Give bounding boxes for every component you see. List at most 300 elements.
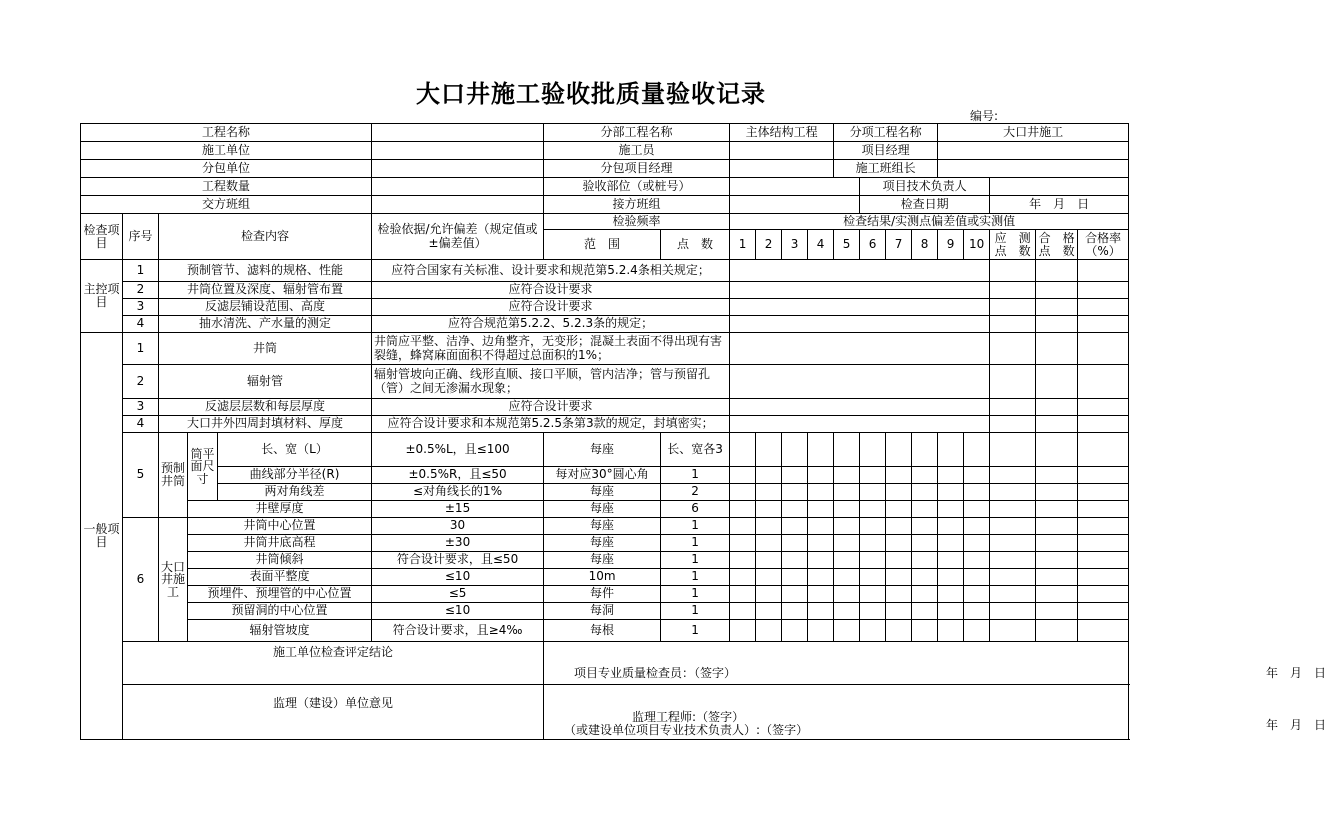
point-cell[interactable] (782, 586, 808, 603)
point-cell[interactable] (808, 552, 834, 569)
point-cell[interactable] (886, 501, 912, 518)
point-cell[interactable] (730, 535, 756, 552)
pass-rate-cell[interactable] (1078, 416, 1129, 433)
point-cell[interactable] (938, 620, 964, 642)
pass-points-cell[interactable] (1036, 333, 1078, 365)
results-cell[interactable] (730, 333, 990, 365)
point-cell[interactable] (834, 586, 860, 603)
pass-rate-cell[interactable] (1078, 620, 1129, 642)
row-basis: 应符合设计要求 (372, 399, 730, 416)
should-points-cell[interactable] (990, 433, 1036, 467)
point-cell[interactable] (808, 535, 834, 552)
row-content: 长、宽（L） (218, 433, 372, 467)
project-manager-field[interactable] (938, 142, 1129, 160)
row-basis: 应符合设计要求 (372, 299, 730, 316)
point-cell[interactable] (938, 552, 964, 569)
should-points-cell[interactable] (990, 399, 1036, 416)
point-cell[interactable] (782, 535, 808, 552)
pass-points-cell[interactable] (1036, 416, 1078, 433)
receiver-team-field[interactable] (730, 196, 860, 214)
row-seq: 1 (123, 260, 159, 282)
should-points-cell[interactable] (990, 260, 1036, 282)
col-should-points: 应 测点 数 (990, 230, 1036, 260)
point-cell[interactable] (912, 586, 938, 603)
col-point-4: 4 (808, 230, 834, 260)
point-cell[interactable] (834, 518, 860, 535)
row-basis: ≤10 (372, 603, 544, 620)
point-cell[interactable] (912, 552, 938, 569)
subcontractor-field[interactable] (372, 160, 544, 178)
should-points-cell[interactable] (990, 416, 1036, 433)
point-cell[interactable] (730, 586, 756, 603)
pass-rate-cell[interactable] (1078, 552, 1129, 569)
row-content: 预埋件、预埋管的中心位置 (188, 586, 372, 603)
header-row-2 (81, 142, 1129, 160)
point-cell[interactable] (834, 484, 860, 501)
should-points-cell[interactable] (990, 467, 1036, 484)
row-range: 每件 (544, 586, 661, 603)
point-cell[interactable] (808, 501, 834, 518)
row-basis: 应符合规范第5.2.2、5.2.3条的规定； (372, 316, 730, 333)
row-seq: 2 (123, 365, 159, 399)
table-row (81, 569, 1129, 586)
point-cell[interactable] (782, 620, 808, 642)
pass-points-cell[interactable] (1036, 518, 1078, 535)
supervision-signoff-date: 年 月 日 (1266, 718, 1326, 732)
point-cell[interactable] (756, 620, 782, 642)
pass-rate-cell[interactable] (1078, 467, 1129, 484)
general-label: 一般项目 (81, 333, 123, 740)
point-cell[interactable] (912, 484, 938, 501)
acceptance-part-field[interactable] (730, 178, 860, 196)
pass-points-cell[interactable] (1036, 620, 1078, 642)
sub-pm-field[interactable] (730, 160, 834, 178)
should-points-cell[interactable] (990, 569, 1036, 586)
handover-team-label: 交方班组 (81, 196, 372, 214)
row-seq: 3 (123, 299, 159, 316)
point-cell[interactable] (938, 518, 964, 535)
point-cell[interactable] (912, 433, 938, 467)
should-points-cell[interactable] (990, 501, 1036, 518)
row-range: 每洞 (544, 603, 661, 620)
point-cell[interactable] (886, 433, 912, 467)
header-row-5 (81, 196, 1129, 214)
point-cell[interactable] (730, 433, 756, 467)
pass-points-cell[interactable] (1036, 282, 1078, 299)
point-cell[interactable] (756, 552, 782, 569)
point-cell[interactable] (964, 535, 990, 552)
pass-points-cell[interactable] (1036, 316, 1078, 333)
table-row (81, 433, 1129, 467)
results-cell[interactable] (730, 299, 990, 316)
point-cell[interactable] (886, 586, 912, 603)
point-cell[interactable] (756, 518, 782, 535)
point-cell[interactable] (834, 569, 860, 586)
point-cell[interactable] (756, 433, 782, 467)
table-row (81, 518, 1129, 535)
point-cell[interactable] (860, 603, 886, 620)
pass-rate-cell[interactable] (1078, 484, 1129, 501)
row-basis: 符合设计要求，且≤50 (372, 552, 544, 569)
pass-points-cell[interactable] (1036, 484, 1078, 501)
should-points-cell[interactable] (990, 282, 1036, 299)
pass-rate-cell[interactable] (1078, 365, 1129, 399)
row-basis: ±0.5%R，且≤50 (372, 467, 544, 484)
point-cell[interactable] (834, 620, 860, 642)
row-points: 1 (661, 569, 730, 586)
point-cell[interactable] (964, 518, 990, 535)
row-basis: 辐射管坡向正确、线形直顺、接口平顺，管内洁净；管与预留孔（管）之间无渗漏水现象； (372, 365, 730, 399)
row-seq: 4 (123, 316, 159, 333)
point-cell[interactable] (756, 501, 782, 518)
point-cell[interactable] (938, 467, 964, 484)
point-cell[interactable] (860, 433, 886, 467)
row-range: 每座 (544, 535, 661, 552)
row-basis: ≤5 (372, 586, 544, 603)
row-content: 反滤层铺设范围、高度 (159, 299, 372, 316)
table-row (81, 552, 1129, 569)
point-cell[interactable] (886, 518, 912, 535)
pass-points-cell[interactable] (1036, 365, 1078, 399)
point-cell[interactable] (964, 467, 990, 484)
point-cell[interactable] (886, 620, 912, 642)
point-cell[interactable] (730, 518, 756, 535)
point-cell[interactable] (964, 552, 990, 569)
table-row (81, 260, 1129, 282)
table-row (81, 501, 1129, 518)
point-cell[interactable] (808, 484, 834, 501)
pass-points-cell[interactable] (1036, 467, 1078, 484)
table-row (81, 586, 1129, 603)
pass-rate-cell[interactable] (1078, 316, 1129, 333)
project-manager-label: 项目经理 (834, 142, 938, 160)
point-cell[interactable] (860, 484, 886, 501)
row-points: 1 (661, 518, 730, 535)
results-cell[interactable] (730, 399, 990, 416)
point-cell[interactable] (782, 552, 808, 569)
results-cell[interactable] (730, 316, 990, 333)
prefab-group-label: 预制井筒 (159, 433, 188, 518)
point-cell[interactable] (964, 586, 990, 603)
sub-project-label: 分部工程名称 (544, 124, 730, 142)
pass-rate-cell[interactable] (1078, 333, 1129, 365)
point-cell[interactable] (756, 484, 782, 501)
row-seq: 5 (123, 433, 159, 518)
point-cell[interactable] (964, 433, 990, 467)
col-points: 点 数 (661, 230, 730, 260)
construction-inspector-signature: 项目专业质量检查员：（签字） (574, 666, 737, 680)
quantity-label: 工程数量 (81, 178, 372, 196)
row-content: 曲线部分半径(R) (218, 467, 372, 484)
construction-conclusion-label: 施工单位检查评定结论 (123, 642, 544, 685)
should-points-cell[interactable] (990, 620, 1036, 642)
point-cell[interactable] (938, 433, 964, 467)
point-cell[interactable] (834, 467, 860, 484)
pass-points-cell[interactable] (1036, 603, 1078, 620)
pass-rate-cell[interactable] (1078, 586, 1129, 603)
point-cell[interactable] (964, 620, 990, 642)
supervisor-signature: 监理工程师:（签字） (632, 710, 745, 724)
point-cell[interactable] (912, 535, 938, 552)
should-points-cell[interactable] (990, 518, 1036, 535)
point-cell[interactable] (938, 501, 964, 518)
table-row (81, 603, 1129, 620)
project-name-field[interactable] (372, 124, 544, 142)
point-cell[interactable] (938, 535, 964, 552)
pass-points-cell[interactable] (1036, 433, 1078, 467)
point-cell[interactable] (834, 603, 860, 620)
row-content: 井筒位置及深度、辐射管布置 (159, 282, 372, 299)
tech-lead-label: 项目技术负责人 (860, 178, 990, 196)
point-cell[interactable] (808, 620, 834, 642)
point-cell[interactable] (886, 467, 912, 484)
col-point-9: 9 (938, 230, 964, 260)
owner-tech-lead-signature: （或建设单位项目专业技术负责人）:（签字） (564, 723, 809, 737)
pass-points-cell[interactable] (1036, 299, 1078, 316)
point-cell[interactable] (730, 501, 756, 518)
should-points-cell[interactable] (990, 365, 1036, 399)
row-range: 每座 (544, 501, 661, 518)
table-row (81, 620, 1129, 642)
table-row (81, 467, 1129, 484)
point-cell[interactable] (730, 603, 756, 620)
point-cell[interactable] (756, 569, 782, 586)
point-cell[interactable] (782, 467, 808, 484)
constructor-label: 施工员 (544, 142, 730, 160)
row-content: 井壁厚度 (188, 501, 372, 518)
point-cell[interactable] (964, 484, 990, 501)
tech-lead-field[interactable] (990, 178, 1129, 196)
point-cell[interactable] (964, 603, 990, 620)
col-point-7: 7 (886, 230, 912, 260)
supervision-signoff-row (81, 685, 1129, 740)
should-points-cell[interactable] (990, 552, 1036, 569)
point-cell[interactable] (912, 603, 938, 620)
row-points: 1 (661, 603, 730, 620)
should-points-cell[interactable] (990, 484, 1036, 501)
pass-rate-cell[interactable] (1078, 569, 1129, 586)
point-cell[interactable] (808, 603, 834, 620)
row-basis: 30 (372, 518, 544, 535)
main-control-label: 主控项目 (81, 260, 123, 333)
row-content: 井筒倾斜 (188, 552, 372, 569)
row-content: 井筒中心位置 (188, 518, 372, 535)
point-cell[interactable] (912, 620, 938, 642)
col-frequency: 检验频率 (544, 214, 730, 230)
row-points: 1 (661, 535, 730, 552)
project-name-label: 工程名称 (81, 124, 372, 142)
should-points-cell[interactable] (990, 535, 1036, 552)
sub-project-value[interactable]: 主体结构工程 (730, 124, 834, 142)
point-cell[interactable] (860, 467, 886, 484)
row-content: 预制管节、滤料的规格、性能 (159, 260, 372, 282)
point-cell[interactable] (730, 552, 756, 569)
results-cell[interactable] (730, 260, 990, 282)
pass-rate-cell[interactable] (1078, 299, 1129, 316)
point-cell[interactable] (808, 569, 834, 586)
point-cell[interactable] (756, 603, 782, 620)
row-basis: 井筒应平整、洁净、边角整齐，无变形；混凝土表面不得出现有害裂缝，蜂窝麻面面积不得超过总面积的1%； (372, 333, 730, 365)
pass-points-cell[interactable] (1036, 552, 1078, 569)
row-range: 每座 (544, 433, 661, 467)
point-cell[interactable] (912, 518, 938, 535)
pass-points-cell[interactable] (1036, 586, 1078, 603)
point-cell[interactable] (730, 569, 756, 586)
point-cell[interactable] (782, 484, 808, 501)
point-cell[interactable] (964, 569, 990, 586)
point-cell[interactable] (756, 467, 782, 484)
should-points-cell[interactable] (990, 299, 1036, 316)
col-basis: 检验依据/允许偏差（规定值或±偏差值） (372, 214, 544, 260)
point-cell[interactable] (860, 586, 886, 603)
row-content: 两对角线差 (218, 484, 372, 501)
constructor-field[interactable] (730, 142, 834, 160)
pass-rate-cell[interactable] (1078, 501, 1129, 518)
row-seq: 6 (123, 518, 159, 642)
document-number-label: 编号: (970, 109, 999, 123)
point-cell[interactable] (886, 484, 912, 501)
table-row (81, 333, 1129, 365)
point-cell[interactable] (860, 518, 886, 535)
results-cell[interactable] (730, 282, 990, 299)
point-cell[interactable] (782, 433, 808, 467)
pass-points-cell[interactable] (1036, 399, 1078, 416)
point-cell[interactable] (834, 552, 860, 569)
point-cell[interactable] (782, 501, 808, 518)
point-cell[interactable] (756, 586, 782, 603)
table-row (81, 535, 1129, 552)
construction-unit-field[interactable] (372, 142, 544, 160)
results-cell[interactable] (730, 365, 990, 399)
acceptance-part-label: 验收部位（或桩号） (544, 178, 730, 196)
col-pass-rate: 合格率（%） (1078, 230, 1129, 260)
construction-signoff-date: 年 月 日 (1266, 666, 1326, 680)
point-cell[interactable] (886, 535, 912, 552)
pass-rate-cell[interactable] (1078, 260, 1129, 282)
row-seq: 4 (123, 416, 159, 433)
point-cell[interactable] (938, 569, 964, 586)
acceptance-record-table (80, 123, 1326, 740)
pass-rate-cell[interactable] (1078, 282, 1129, 299)
point-cell[interactable] (808, 467, 834, 484)
point-cell[interactable] (808, 433, 834, 467)
point-cell[interactable] (860, 501, 886, 518)
point-cell[interactable] (860, 535, 886, 552)
table-row (81, 365, 1129, 399)
should-points-cell[interactable] (990, 333, 1036, 365)
pass-points-cell[interactable] (1036, 260, 1078, 282)
header-row-3 (81, 160, 1129, 178)
table-row (81, 299, 1129, 316)
col-point-5: 5 (834, 230, 860, 260)
point-cell[interactable] (756, 535, 782, 552)
point-cell[interactable] (886, 552, 912, 569)
should-points-cell[interactable] (990, 603, 1036, 620)
inspect-date-value[interactable]: 年 月 日 (990, 196, 1129, 214)
row-content: 辐射管 (159, 365, 372, 399)
point-cell[interactable] (834, 535, 860, 552)
point-cell[interactable] (938, 586, 964, 603)
row-basis: ±15 (372, 501, 544, 518)
row-content: 预留洞的中心位置 (188, 603, 372, 620)
item-project-label: 分项工程名称 (834, 124, 938, 142)
point-cell[interactable] (808, 586, 834, 603)
point-cell[interactable] (860, 620, 886, 642)
construction-signoff-area[interactable] (544, 642, 1326, 685)
results-cell[interactable] (730, 416, 990, 433)
row-content: 大口井外四周封填材料、厚度 (159, 416, 372, 433)
pass-points-cell[interactable] (1036, 569, 1078, 586)
row-basis: ≤10 (372, 569, 544, 586)
point-cell[interactable] (834, 433, 860, 467)
pass-rate-cell[interactable] (1078, 433, 1129, 467)
should-points-cell[interactable] (990, 586, 1036, 603)
col-results: 检查结果/实测点偏差值或实测值 (730, 214, 1129, 230)
table-row (81, 282, 1129, 299)
supervision-signoff-area[interactable] (544, 685, 1326, 740)
point-cell[interactable] (886, 603, 912, 620)
point-cell[interactable] (730, 620, 756, 642)
construction-unit-label: 施工单位 (81, 142, 372, 160)
col-point-1: 1 (730, 230, 756, 260)
team-leader-field[interactable] (938, 160, 1129, 178)
point-cell[interactable] (782, 569, 808, 586)
row-range: 每座 (544, 552, 661, 569)
pass-points-cell[interactable] (1036, 501, 1078, 518)
point-cell[interactable] (782, 603, 808, 620)
header-row-1 (81, 124, 1129, 142)
row-content: 辐射管坡度 (188, 620, 372, 642)
point-cell[interactable] (912, 501, 938, 518)
table-row (81, 316, 1129, 333)
row-seq: 2 (123, 282, 159, 299)
row-basis: ±0.5%L，且≤100 (372, 433, 544, 467)
point-cell[interactable] (808, 518, 834, 535)
point-cell[interactable] (912, 569, 938, 586)
quantity-field[interactable] (372, 178, 544, 196)
point-cell[interactable] (730, 484, 756, 501)
point-cell[interactable] (860, 552, 886, 569)
pass-rate-cell[interactable] (1078, 399, 1129, 416)
point-cell[interactable] (834, 501, 860, 518)
table-row (81, 416, 1129, 433)
should-points-cell[interactable] (990, 316, 1036, 333)
pass-points-cell[interactable] (1036, 535, 1078, 552)
col-point-3: 3 (782, 230, 808, 260)
document-title: 大口井施工验收批质量验收记录 (416, 80, 766, 108)
point-cell[interactable] (938, 484, 964, 501)
point-cell[interactable] (782, 518, 808, 535)
point-cell[interactable] (730, 467, 756, 484)
point-cell[interactable] (964, 501, 990, 518)
point-cell[interactable] (912, 467, 938, 484)
row-basis: 应符合设计要求和本规范第5.2.5条第3款的规定，封填密实； (372, 416, 730, 433)
item-project-value[interactable]: 大口井施工 (938, 124, 1129, 142)
row-range: 10m (544, 569, 661, 586)
point-cell[interactable] (938, 603, 964, 620)
pass-rate-cell[interactable] (1078, 535, 1129, 552)
handover-team-field[interactable] (372, 196, 544, 214)
row-range: 每根 (544, 620, 661, 642)
pass-rate-cell[interactable] (1078, 603, 1129, 620)
supervision-opinion-label: 监理（建设）单位意见 (123, 685, 544, 740)
row-content: 表面平整度 (188, 569, 372, 586)
pass-rate-cell[interactable] (1078, 518, 1129, 535)
point-cell[interactable] (860, 569, 886, 586)
prefab-sub-label: 筒平面尺寸 (188, 433, 218, 501)
col-point-2: 2 (756, 230, 782, 260)
point-cell[interactable] (886, 569, 912, 586)
